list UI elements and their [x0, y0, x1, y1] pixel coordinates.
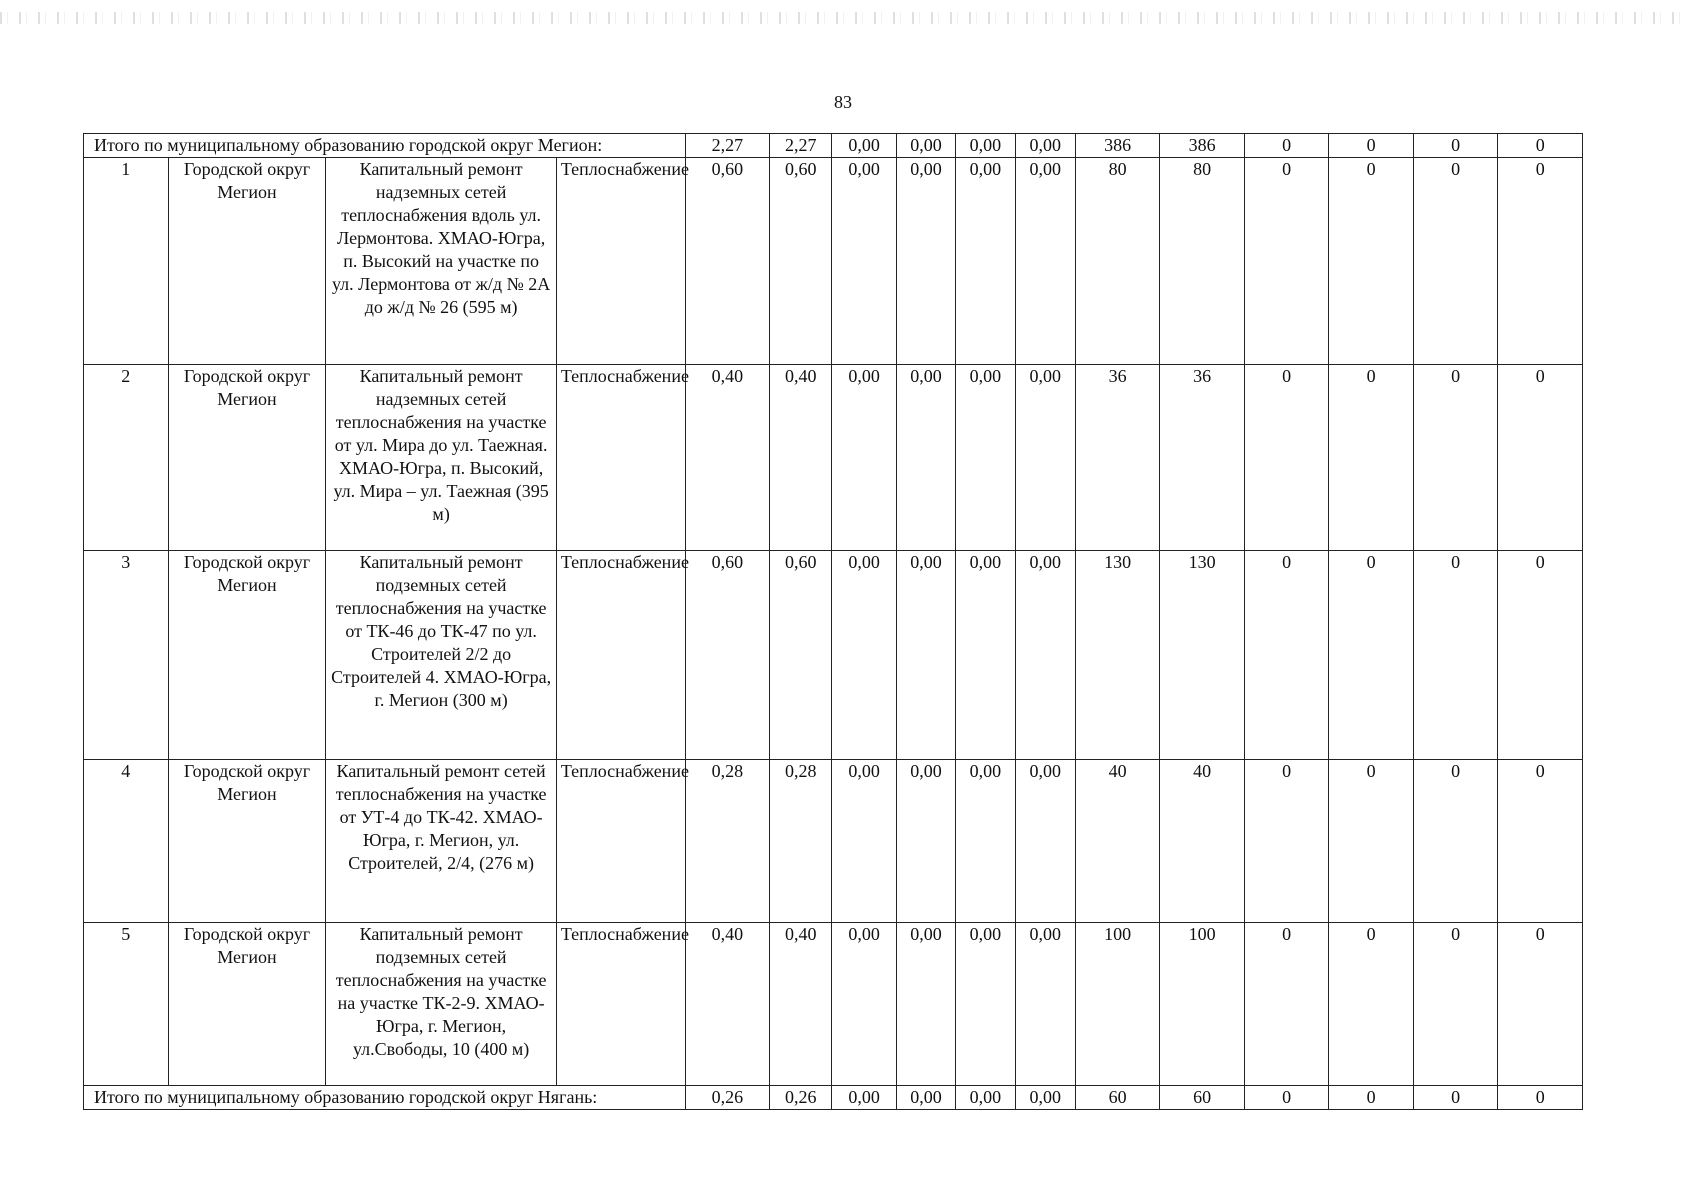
value-cell: 0: [1498, 365, 1583, 551]
row-number: 4: [84, 760, 169, 923]
value-cell: 0: [1498, 1086, 1583, 1110]
value-cell: 0: [1244, 760, 1329, 923]
scan-noise-strip: [0, 12, 1686, 24]
value-cell: 0,40: [685, 365, 770, 551]
value-cell: 0,00: [832, 551, 896, 760]
value-cell: 0,00: [832, 923, 896, 1086]
table-row: [84, 365, 1583, 551]
value-cell: 0,60: [685, 551, 770, 760]
total-row-nyagan: [84, 1086, 1583, 1110]
value-cell: 0,00: [1015, 1086, 1075, 1110]
table-row: [84, 760, 1583, 923]
value-cell: 0,00: [896, 551, 955, 760]
value-cell: 386: [1160, 134, 1245, 158]
value-cell: 0,60: [770, 158, 832, 365]
value-cell: 0,00: [956, 760, 1015, 923]
value-cell: 0,00: [1015, 365, 1075, 551]
value-cell: 0,60: [770, 551, 832, 760]
value-cell: 130: [1160, 551, 1245, 760]
municipality-cell: Городской округ Мегион: [168, 365, 326, 551]
value-cell: 0: [1413, 365, 1498, 551]
total-label: Итого по муниципальному образованию городской округ Мегион:: [84, 134, 686, 158]
municipality-cell: Городской округ Мегион: [168, 551, 326, 760]
municipality-cell: Городской округ Мегион: [168, 923, 326, 1086]
value-cell: 0: [1498, 158, 1583, 365]
value-cell: 0,00: [896, 923, 955, 1086]
value-cell: 0: [1413, 134, 1498, 158]
value-cell: 386: [1075, 134, 1160, 158]
value-cell: 0,00: [956, 551, 1015, 760]
description-cell: Капитальный ремонт сетей теплоснабжения на участке от УТ-4 до ТК-42. ХМАО-Югра, г. Мегион, ул. Строителей, 2/4, (276 м): [326, 760, 556, 923]
type-cell: Теплоснабжение: [556, 551, 685, 760]
value-cell: 0: [1244, 158, 1329, 365]
value-cell: 0,00: [896, 760, 955, 923]
description-cell: Капитальный ремонт надземных сетей теплоснабжения вдоль ул. Лермонтова. ХМАО-Югра, п. Высокий на участке по ул. Лермонтова от ж/д № 2А до ж/д № 26 (595 м): [326, 158, 556, 365]
value-cell: 0: [1329, 923, 1414, 1086]
type-cell: Теплоснабжение: [556, 923, 685, 1086]
row-number: 1: [84, 158, 169, 365]
value-cell: 0: [1329, 1086, 1414, 1110]
value-cell: 0: [1498, 923, 1583, 1086]
table-row: [84, 923, 1583, 1086]
value-cell: 0,00: [956, 1086, 1015, 1110]
value-cell: 100: [1075, 923, 1160, 1086]
type-cell: Теплоснабжение: [556, 158, 685, 365]
value-cell: 0,00: [896, 134, 955, 158]
value-cell: 80: [1075, 158, 1160, 365]
value-cell: 0,00: [956, 158, 1015, 365]
value-cell: 130: [1075, 551, 1160, 760]
value-cell: 36: [1160, 365, 1245, 551]
value-cell: 0,40: [770, 923, 832, 1086]
value-cell: 0: [1329, 760, 1414, 923]
total-label: Итого по муниципальному образованию городской округ Нягань:: [84, 1086, 686, 1110]
value-cell: 60: [1075, 1086, 1160, 1110]
value-cell: 0: [1329, 134, 1414, 158]
value-cell: 36: [1075, 365, 1160, 551]
value-cell: 0,00: [896, 365, 955, 551]
row-number: 3: [84, 551, 169, 760]
value-cell: 0: [1244, 134, 1329, 158]
value-cell: 0,00: [896, 158, 955, 365]
value-cell: 0,00: [1015, 551, 1075, 760]
description-cell: Капитальный ремонт подземных сетей теплоснабжения на участке от ТК-46 до ТК-47 по ул. Строителей 2/2 до Строителей 4. ХМАО-Югра, г. Мегион (300 м): [326, 551, 556, 760]
municipality-cell: Городской округ Мегион: [168, 760, 326, 923]
value-cell: 100: [1160, 923, 1245, 1086]
table-row: [84, 551, 1583, 760]
type-cell: Теплоснабжение: [556, 760, 685, 923]
value-cell: 0: [1244, 923, 1329, 1086]
page-number: 83: [834, 92, 852, 112]
value-cell: 0,26: [770, 1086, 832, 1110]
value-cell: 0,28: [770, 760, 832, 923]
value-cell: 0,00: [832, 134, 896, 158]
value-cell: 0,00: [896, 1086, 955, 1110]
value-cell: 40: [1075, 760, 1160, 923]
value-cell: 0: [1329, 365, 1414, 551]
value-cell: 0: [1413, 1086, 1498, 1110]
value-cell: 0,60: [685, 158, 770, 365]
description-cell: Капитальный ремонт подземных сетей теплоснабжения на участке на участке ТК-2-9. ХМАО-Югра, г. Мегион, ул.Свободы, 10 (400 м): [326, 923, 556, 1086]
value-cell: 0,00: [956, 365, 1015, 551]
value-cell: 0: [1498, 551, 1583, 760]
value-cell: 0,00: [1015, 158, 1075, 365]
value-cell: 0,00: [1015, 923, 1075, 1086]
table-row: [84, 158, 1583, 365]
value-cell: 40: [1160, 760, 1245, 923]
description-cell: Капитальный ремонт надземных сетей теплоснабжения на участке от ул. Мира до ул. Таежная. ХМАО-Югра, п. Высокий, ул. Мира – ул. Таежная (395 м): [326, 365, 556, 551]
value-cell: 0,00: [832, 760, 896, 923]
value-cell: 0: [1413, 158, 1498, 365]
row-number: 5: [84, 923, 169, 1086]
value-cell: 60: [1160, 1086, 1245, 1110]
type-cell: Теплоснабжение: [556, 365, 685, 551]
value-cell: 80: [1160, 158, 1245, 365]
value-cell: 0,00: [1015, 134, 1075, 158]
value-cell: 0,00: [1015, 760, 1075, 923]
value-cell: 0,26: [685, 1086, 770, 1110]
value-cell: 0,28: [685, 760, 770, 923]
value-cell: 0: [1244, 551, 1329, 760]
value-cell: 0,00: [832, 1086, 896, 1110]
value-cell: 0,00: [832, 365, 896, 551]
value-cell: 0: [1244, 1086, 1329, 1110]
value-cell: 0: [1413, 760, 1498, 923]
value-cell: 0: [1498, 760, 1583, 923]
value-cell: 0: [1329, 158, 1414, 365]
value-cell: 0: [1244, 365, 1329, 551]
value-cell: 2,27: [685, 134, 770, 158]
municipality-cell: Городской округ Мегион: [168, 158, 326, 365]
value-cell: 0,00: [832, 158, 896, 365]
value-cell: 0: [1498, 134, 1583, 158]
total-row-megion: [84, 134, 1583, 158]
document-table: [83, 133, 1583, 1110]
value-cell: 0: [1413, 923, 1498, 1086]
value-cell: 2,27: [770, 134, 832, 158]
value-cell: 0: [1329, 551, 1414, 760]
value-cell: 0,40: [770, 365, 832, 551]
value-cell: 0,00: [956, 923, 1015, 1086]
row-number: 2: [84, 365, 169, 551]
value-cell: 0,00: [956, 134, 1015, 158]
value-cell: 0: [1413, 551, 1498, 760]
value-cell: 0,40: [685, 923, 770, 1086]
